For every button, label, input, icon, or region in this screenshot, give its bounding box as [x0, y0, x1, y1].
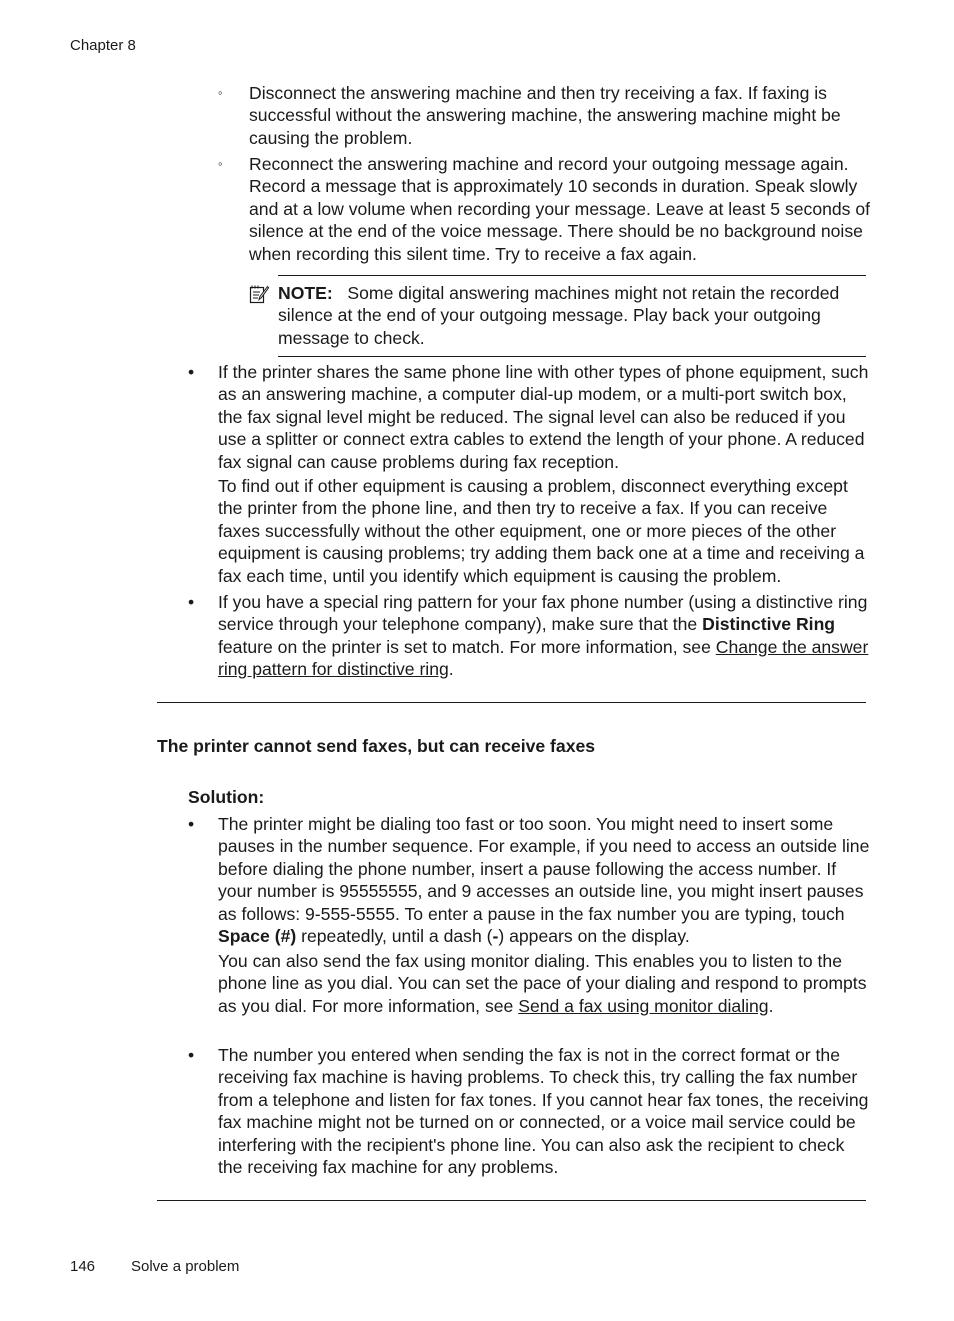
text-run: .: [448, 659, 454, 680]
text-run: ) appears on the display.: [498, 926, 690, 947]
text-run: If you have a special ring pattern for your fax phone number (using a distinctive ring service through your telephone company), make sure that the: [218, 592, 868, 635]
bold-term: -: [492, 926, 499, 947]
bullet-marker: •: [188, 814, 195, 834]
sub-bullet-marker: ◦: [218, 85, 223, 100]
footer-title: Solve a problem: [131, 1258, 240, 1275]
chapter-header: Chapter 8: [70, 37, 136, 54]
text-run: feature on the printer is set to match. For more information, see: [218, 636, 716, 657]
note-icon: [249, 284, 269, 304]
text-run: repeatedly, until a dash (: [296, 926, 493, 947]
sub-bullet-marker: ◦: [218, 156, 223, 171]
sub-bullet-text: Disconnect the answering machine and then try receiving a fax. If faxing is successful without the answering machine, the answering machine might be causing the problem.: [249, 83, 841, 148]
bullet-marker: •: [188, 592, 195, 612]
bullet-marker: •: [188, 1045, 195, 1065]
page-number: 146: [70, 1258, 96, 1275]
note-label: NOTE:: [278, 283, 333, 303]
bullet-continuation: To find out if other equipment is causing a problem, disconnect everything except the printer from the phone line, and then try to receive a fax. If you can receive faxes successfully without the other equipment, one or more pieces of the other equipment is causing problems; try adding them back one at a time and receiving a fax each time, until you identify which equipment is causing the problem.: [218, 476, 865, 586]
section-heading: The printer cannot send faxes, but can receive faxes: [157, 736, 596, 756]
sub-bullet-text: Reconnect the answering machine and record your outgoing message again. Record a message that is approximately 10 seconds in duration. Speak slowly and at a low volume when recording your message. Leave at least 5 seconds of silence at the end of the voice message. There should be no background noise when recording this silent time. Try to receive a fax again.: [249, 154, 871, 264]
bullet-text: [218, 591, 871, 681]
bold-term: Distinctive Ring: [702, 614, 836, 635]
bullet-text: The number you entered when sending the fax is not in the correct format or the receiving fax machine is having problems. To check this, try calling the fax number from a telephone and listen for fax tones. If you cannot hear fax tones, the receiving fax machine might not be turned on or connected, or a voice mail service could be interfering with the recipient's phone line. You can also ask the recipient to check the receiving fax machine for any problems.: [218, 1045, 869, 1178]
bullet-marker: •: [188, 362, 195, 382]
section-end-rule: [157, 1200, 866, 1201]
text-run: You can also send the fax using monitor dialing. This enables you to listen to the phone line as you dial. You can set the pace of your dialing and respond to prompts as you dial. For more information, see: [218, 951, 867, 1016]
bullet-text: [218, 813, 871, 947]
note-text: Some digital answering machines might not retain the recorded silence at the end of your outgoing message. Play back your outgoing message to check.: [278, 283, 840, 348]
note-top-rule: [278, 275, 866, 276]
text-run: .: [768, 995, 774, 1016]
section-divider: [157, 702, 866, 703]
note-paragraph: [278, 282, 871, 349]
bullet-text: If the printer shares the same phone line with other types of phone equipment, such as an answering machine, a computer dial-up modem, or a multi-port switch box, the fax signal level might be reduced. The signal level can also be reduced if you use a splitter or connect extra cables to extend the length of your phone. A reduced fax signal can cause problems during fax reception.: [218, 362, 869, 472]
solution-label: Solution:: [188, 787, 265, 807]
text-run: The printer might be dialing too fast or too soon. You might need to insert some pauses in the number sequence. For example, if you need to access an outside line before dialing the phone number, insert a pause following the access number. If your number is 95555555, and 9 accesses an outside line, you might insert pauses as follows: 9-555-5555. To enter a pause in the fax number you are typing, touch: [218, 814, 870, 924]
bullet-continuation: [218, 950, 871, 1017]
distinctive-ring-link[interactable]: Change the answer ring pattern for distinctive ring: [218, 636, 869, 680]
monitor-dialing-link[interactable]: Send a fax using monitor dialing: [518, 995, 769, 1016]
note-bottom-rule: [278, 356, 866, 357]
bold-term: Space (#): [218, 926, 297, 947]
